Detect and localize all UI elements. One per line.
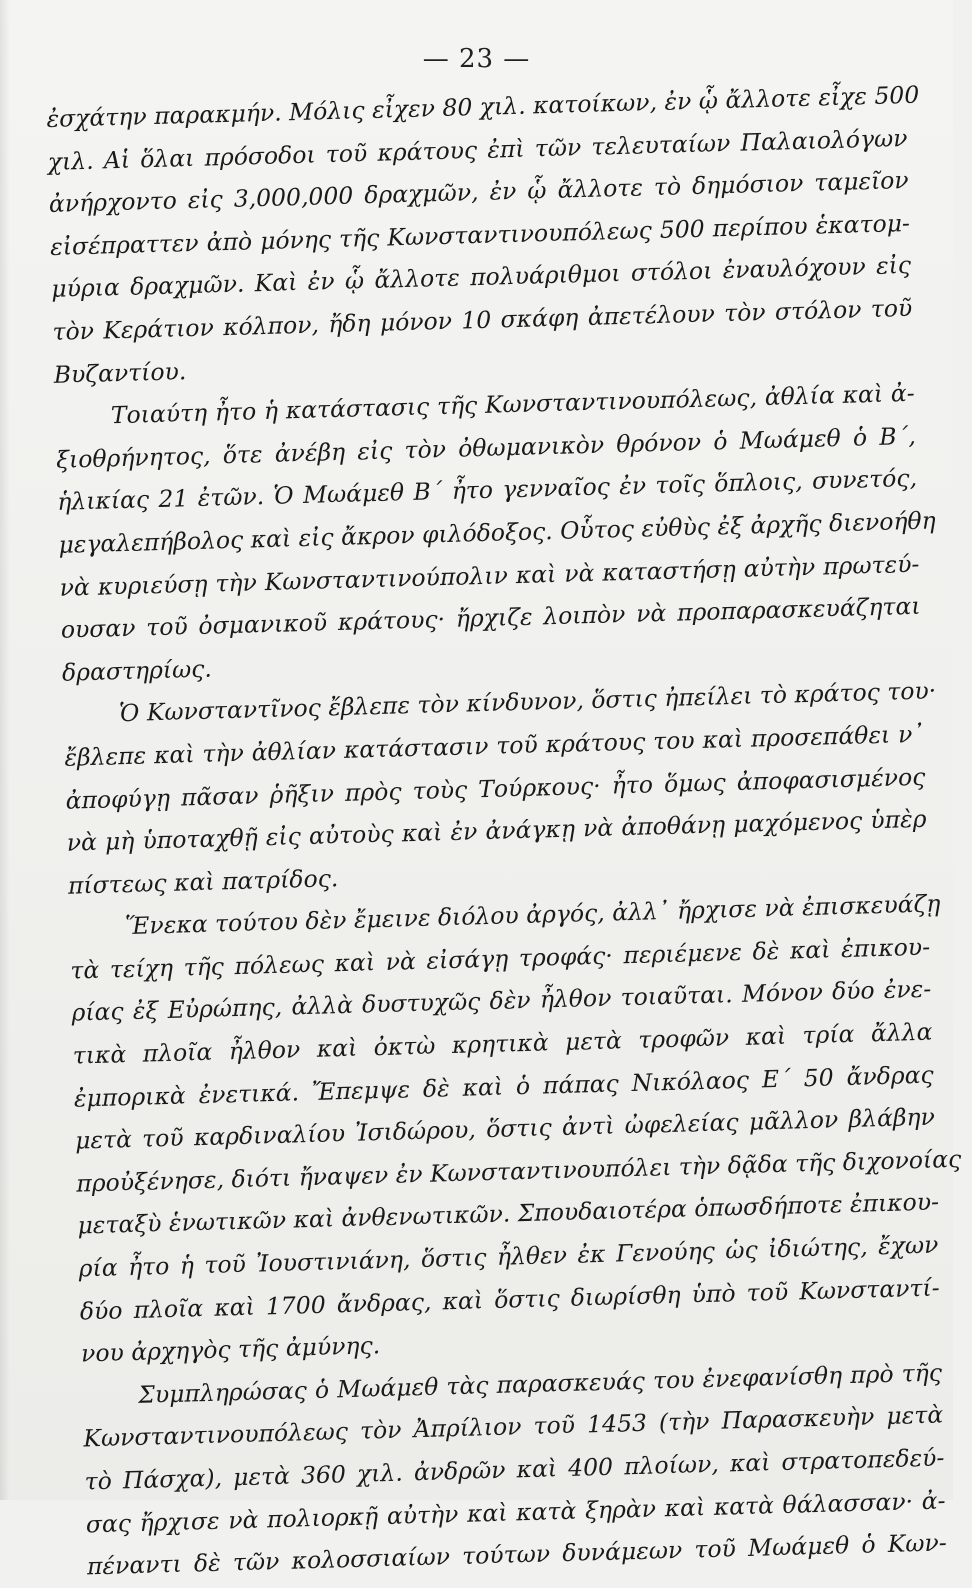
text-line: ἡλικίας 21 ἐτῶν. Ὁ Μωάμεθ Β΄ ἦτο γενναῖος ἐν τοῖς ὅπλοις, συνετός,: [56, 464, 918, 517]
page-number: — 23 —: [422, 44, 531, 74]
page-edge-shadow: [0, 0, 10, 1500]
text-line: μύρια δραχμῶν. Καὶ ἐν ᾧ ἄλλοτε πολυάριθμοι στόλοι ἐναυλόχουν εἰς: [50, 251, 912, 304]
text-line: προὐξένησε, διότι ἤναψεν ἐν Κωνσταντινουπόλει τὴν δᾷδα τῆς διχονοίας: [75, 1144, 962, 1198]
text-line: μεταξὺ ἑνωτικῶν καὶ ἀνθενωτικῶν. Σπουδαιοτέρα ὁπωσδήποτε ἐπικου-: [77, 1187, 940, 1240]
text-line: ουσαν τοῦ ὀσμανικοῦ κράτους· ἤρχιζε λοιπὸν νὰ προπαρασκευάζηται: [60, 591, 921, 644]
text-line: μετὰ τοῦ καρδιναλίου Ἰσιδώρου, ὅστις ἀντὶ ὠφελείας μᾶλλον βλάβην: [74, 1102, 936, 1155]
text-line: τὰ τείχη τῆς πόλεως καὶ νὰ εἰσάγῃ τροφάς· περιέμενε δὲ καὶ ἐπικου-: [69, 932, 931, 985]
text-line: Βυζαντίου.: [53, 356, 187, 389]
text-line: ἀνήρχοντο εἰς 3,000,000 δραχμῶν, ἐν ᾧ ἄλλοτε τὸ δημόσιον ταμεῖον: [48, 166, 910, 219]
text-line: νὰ κυριεύσῃ τὴν Κωνσταντινούπολιν καὶ νὰ καταστήσῃ αὐτὴν πρωτεύ-: [59, 549, 920, 602]
text-line: εἰσέπραττεν ἀπὸ μόνης τῆς Κωνσταντινουπόλεως 500 περίπου ἑκατομ-: [49, 208, 911, 261]
text-line: νου ἀρχηγὸς τῆς ἀμύνης.: [80, 1331, 381, 1368]
text-line: ἐσχάτην παρακμήν. Μόλις εἶχεν 80 χιλ. κατοίκων, ἐν ᾧ ἄλλοτε εἶχε 500: [46, 80, 920, 133]
text-line: τικὰ πλοῖα ἦλθον καὶ ὀκτὼ κρητικὰ μετὰ τροφῶν καὶ τρία ἄλλα: [72, 1017, 933, 1070]
text-line: Κωνσταντινουπόλεως τὸν Ἀπρίλιον τοῦ 1453 (τὴν Παρασκευὴν μετὰ: [83, 1400, 944, 1453]
text-line: Τοιαύτη ἦτο ἡ κατάστασις τῆς Κωνσταντινουπόλεως, ἀθλία καὶ ἀ-: [110, 379, 915, 430]
text-line: πίστεως καὶ πατρίδος.: [67, 863, 339, 900]
text-line: ἐμπορικὰ ἐνετικά. Ἔπεμψε δὲ καὶ ὁ πάπας Νικόλαος Ε΄ 50 ἄνδρας: [73, 1060, 934, 1113]
text-line: τὸν Κεράτιον κόλπον, ἤδη μόνον 10 σκάφη ἀπετέλουν τὸν στόλον τοῦ: [52, 293, 913, 346]
text-line: δραστηρίως.: [61, 654, 213, 687]
text-line: ἀποφύγῃ πᾶσαν ῥῆξιν πρὸς τοὺς Τούρκους· ἦτο ὅμως ἀποφασισμένος: [65, 762, 926, 815]
text-line: σας ἤρχισε νὰ πολιορκῇ αὐτὴν καὶ κατὰ ξηρὰν καὶ κατὰ θάλασσαν· ἀ-: [85, 1486, 946, 1539]
text-line: χιλ. Αἱ ὅλαι πρόσοδοι τοῦ κράτους ἐπὶ τῶν τελευταίων Παλαιολόγων: [47, 123, 908, 176]
text-line: ξιοθρήνητος, ὅτε ἀνέβη εἰς τὸν ὀθωμανικὸν θρόνον ὁ Μωάμεθ ὁ Β΄,: [55, 421, 917, 474]
text-line: Ὁ Κωνσταντῖνος ἔβλεπε τὸν κίνδυνον, ὅστις ἠπείλει τὸ κράτος του·: [118, 676, 937, 728]
text-line: πέναντι δὲ τῶν κολοσσιαίων τούτων δυνάμεων τοῦ Μωάμεθ ὁ Κων-: [86, 1528, 948, 1581]
text-line: ρία ἦτο ἡ τοῦ Ἰουστινιάνη, ὅστις ἦλθεν ἐκ Γενούης ὡς ἰδιώτης, ἔχων: [78, 1230, 939, 1283]
text-line: Ἕνεκα τούτου δὲν ἔμεινε διόλου ἀργός, ἀλλ᾽ ἤρχισε νὰ ἐπισκευάζῃ: [124, 889, 941, 941]
text-line: νὰ μὴ ὑποταχθῇ εἰς αὐτοὺς καὶ ἐν ἀνάγκῃ νὰ ἀποθάνῃ μαχόμενος ὑπὲρ: [66, 804, 927, 857]
text-line: μεγαλεπήβολος καὶ εἰς ἄκρον φιλόδοξος. Οὗτος εὐθὺς ἐξ ἀρχῆς διενοήθη: [58, 506, 937, 559]
text-line: δύο πλοῖα καὶ 1700 ἄνδρας, καὶ ὅστις διωρίσθη ὑπὸ τοῦ Κωνσταντί-: [79, 1273, 940, 1326]
body-text: [46, 74, 962, 1588]
text-line: τὸ Πάσχα), μετὰ 360 χιλ. ἀνδρῶν καὶ 400 πλοίων, καὶ στρατοπεδεύ-: [84, 1443, 945, 1496]
text-line: ἔβλεπε καὶ τὴν ἀθλίαν κατάστασιν τοῦ κράτους του καὶ προσεπάθει ν᾽: [64, 719, 925, 772]
text-line: ρίας ἐξ Εὐρώπης, ἀλλὰ δυστυχῶς δὲν ἦλθον τοιαῦται. Μόνον δύο ἐνε-: [71, 975, 932, 1028]
text-line: Συμπληρώσας ὁ Μωάμεθ τὰς παρασκευάς του ἐνεφανίσθη πρὸ τῆς: [137, 1358, 943, 1409]
